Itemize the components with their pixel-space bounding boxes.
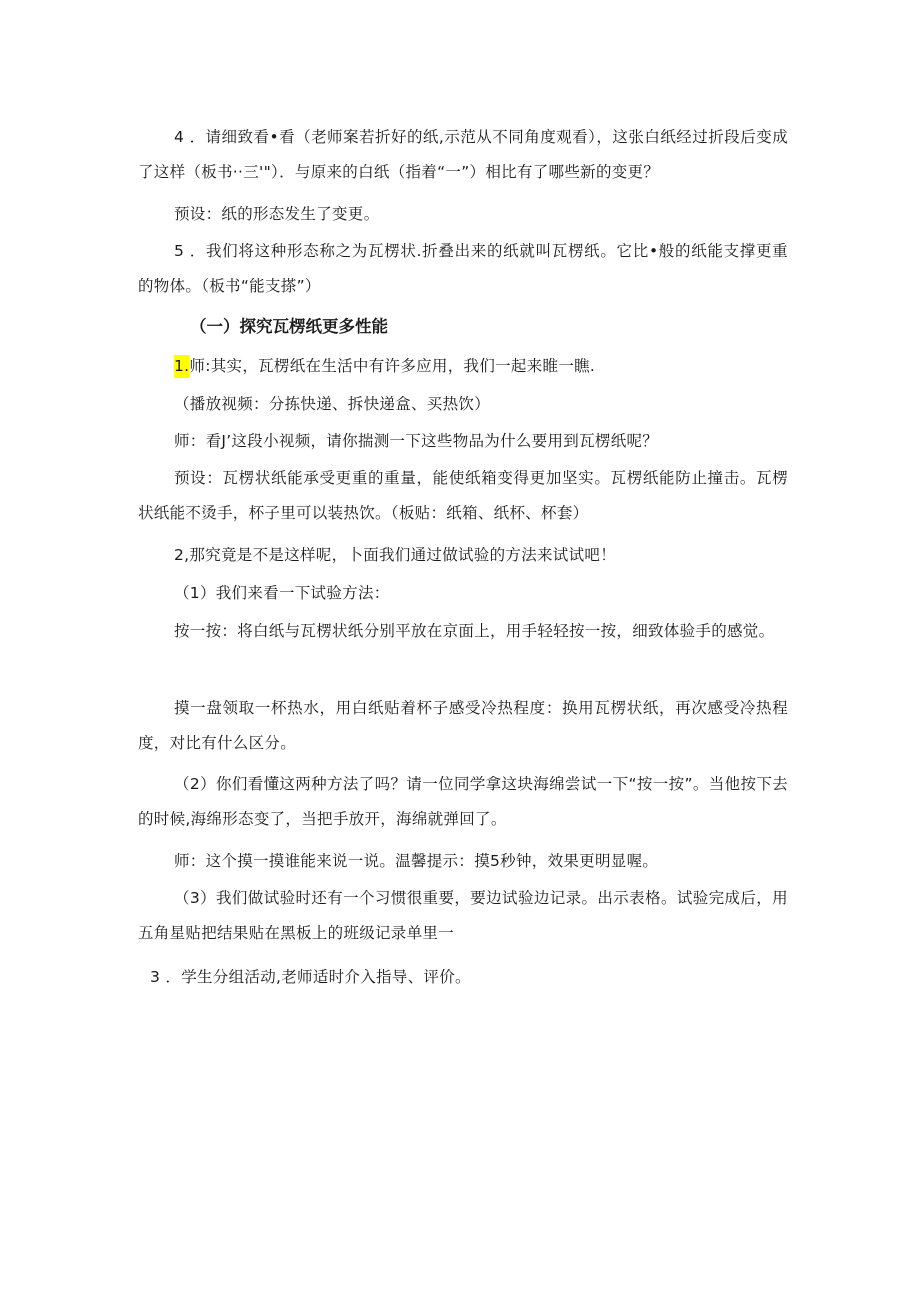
paragraph-s1-preset: 预设：瓦楞状纸能承受更重的重量，能使纸箱变得更加坚实。瓦楞纸能防止撞击。瓦楞状纸能不烫手，杯子里可以装热饮。（板贴：纸箱、纸杯、杯套） — [138, 469, 788, 522]
paragraph-video-note: （播放视频：分拣快递、拆快递盒、买热饮） — [174, 395, 491, 413]
paragraph-step-3: 3 ．学生分组活动,老师适时介入指导、评价。 — [150, 968, 471, 986]
paragraph-step-4-preset: 预设：纸的形态发生了变更。 — [174, 205, 380, 223]
paragraph-tip: 师：这个摸一摸谁能来说一说。温馨提示：摸5秒钟，效果更明显喔。 — [174, 852, 659, 870]
paragraph-s2-1: （1）我们来看一下试验方法： — [174, 584, 390, 602]
paragraph-s2-3: （3）我们做试验时还有一个习惯很重要，要边试验边记录。出示表格。试验完成后，用五角星贴把结果贴在黑板上的班级记录单里一 — [138, 889, 788, 942]
paragraph-s1-text: 师:其实，瓦楞纸在生活中有许多应用，我们一起来睢一瞧. — [189, 357, 596, 375]
paragraph-s1 — [174, 349, 824, 384]
paragraph-step-4: 4 ．请细致看•看（老师案若折好的纸,示范从不同角度观看），这张白纸经过折段后变成了这样（板书··三'"）．与原来的白纸（指着“一”）相比有了哪些新的变更？ — [138, 128, 788, 181]
highlighted-number: 1. — [174, 355, 189, 378]
paragraph-s2-2: （2）你们看懂这两种方法了吗？请一位同学拿这块海绵尝试一下“按一按”。当他按下去的时候,海绵形态变了，当把手放开，海绵就弹回了。 — [138, 775, 788, 828]
paragraph-question: 师：看J’这段小视频，请你揣测一下这些物品为什么要用到瓦楞纸呢？ — [174, 432, 659, 450]
paragraph-step-5: 5 ．我们将这种形态称之为瓦楞状.折叠出来的纸就叫瓦楞纸。它比•般的纸能支撑更重的物体。（板书“能支搽”） — [138, 242, 788, 295]
paragraph-touch-method: 摸一盘领取一杯热水，用白纸贴着杯子感受冷热程度：换用瓦楞状纸，再次感受冷热程度，对比有什么区分。 — [138, 699, 788, 752]
paragraph-s2: 2,那究竟是不是这样呢，卜面我们通过做试验的方法来试试吧！ — [174, 546, 616, 564]
paragraph-press-method: 按一按：将白纸与瓦楞状纸分别平放在京面上，用手轻轻按一按，细致体验手的感觉。 — [174, 622, 775, 640]
section-heading: （一）探究瓦楞纸更多性能 — [190, 317, 388, 336]
